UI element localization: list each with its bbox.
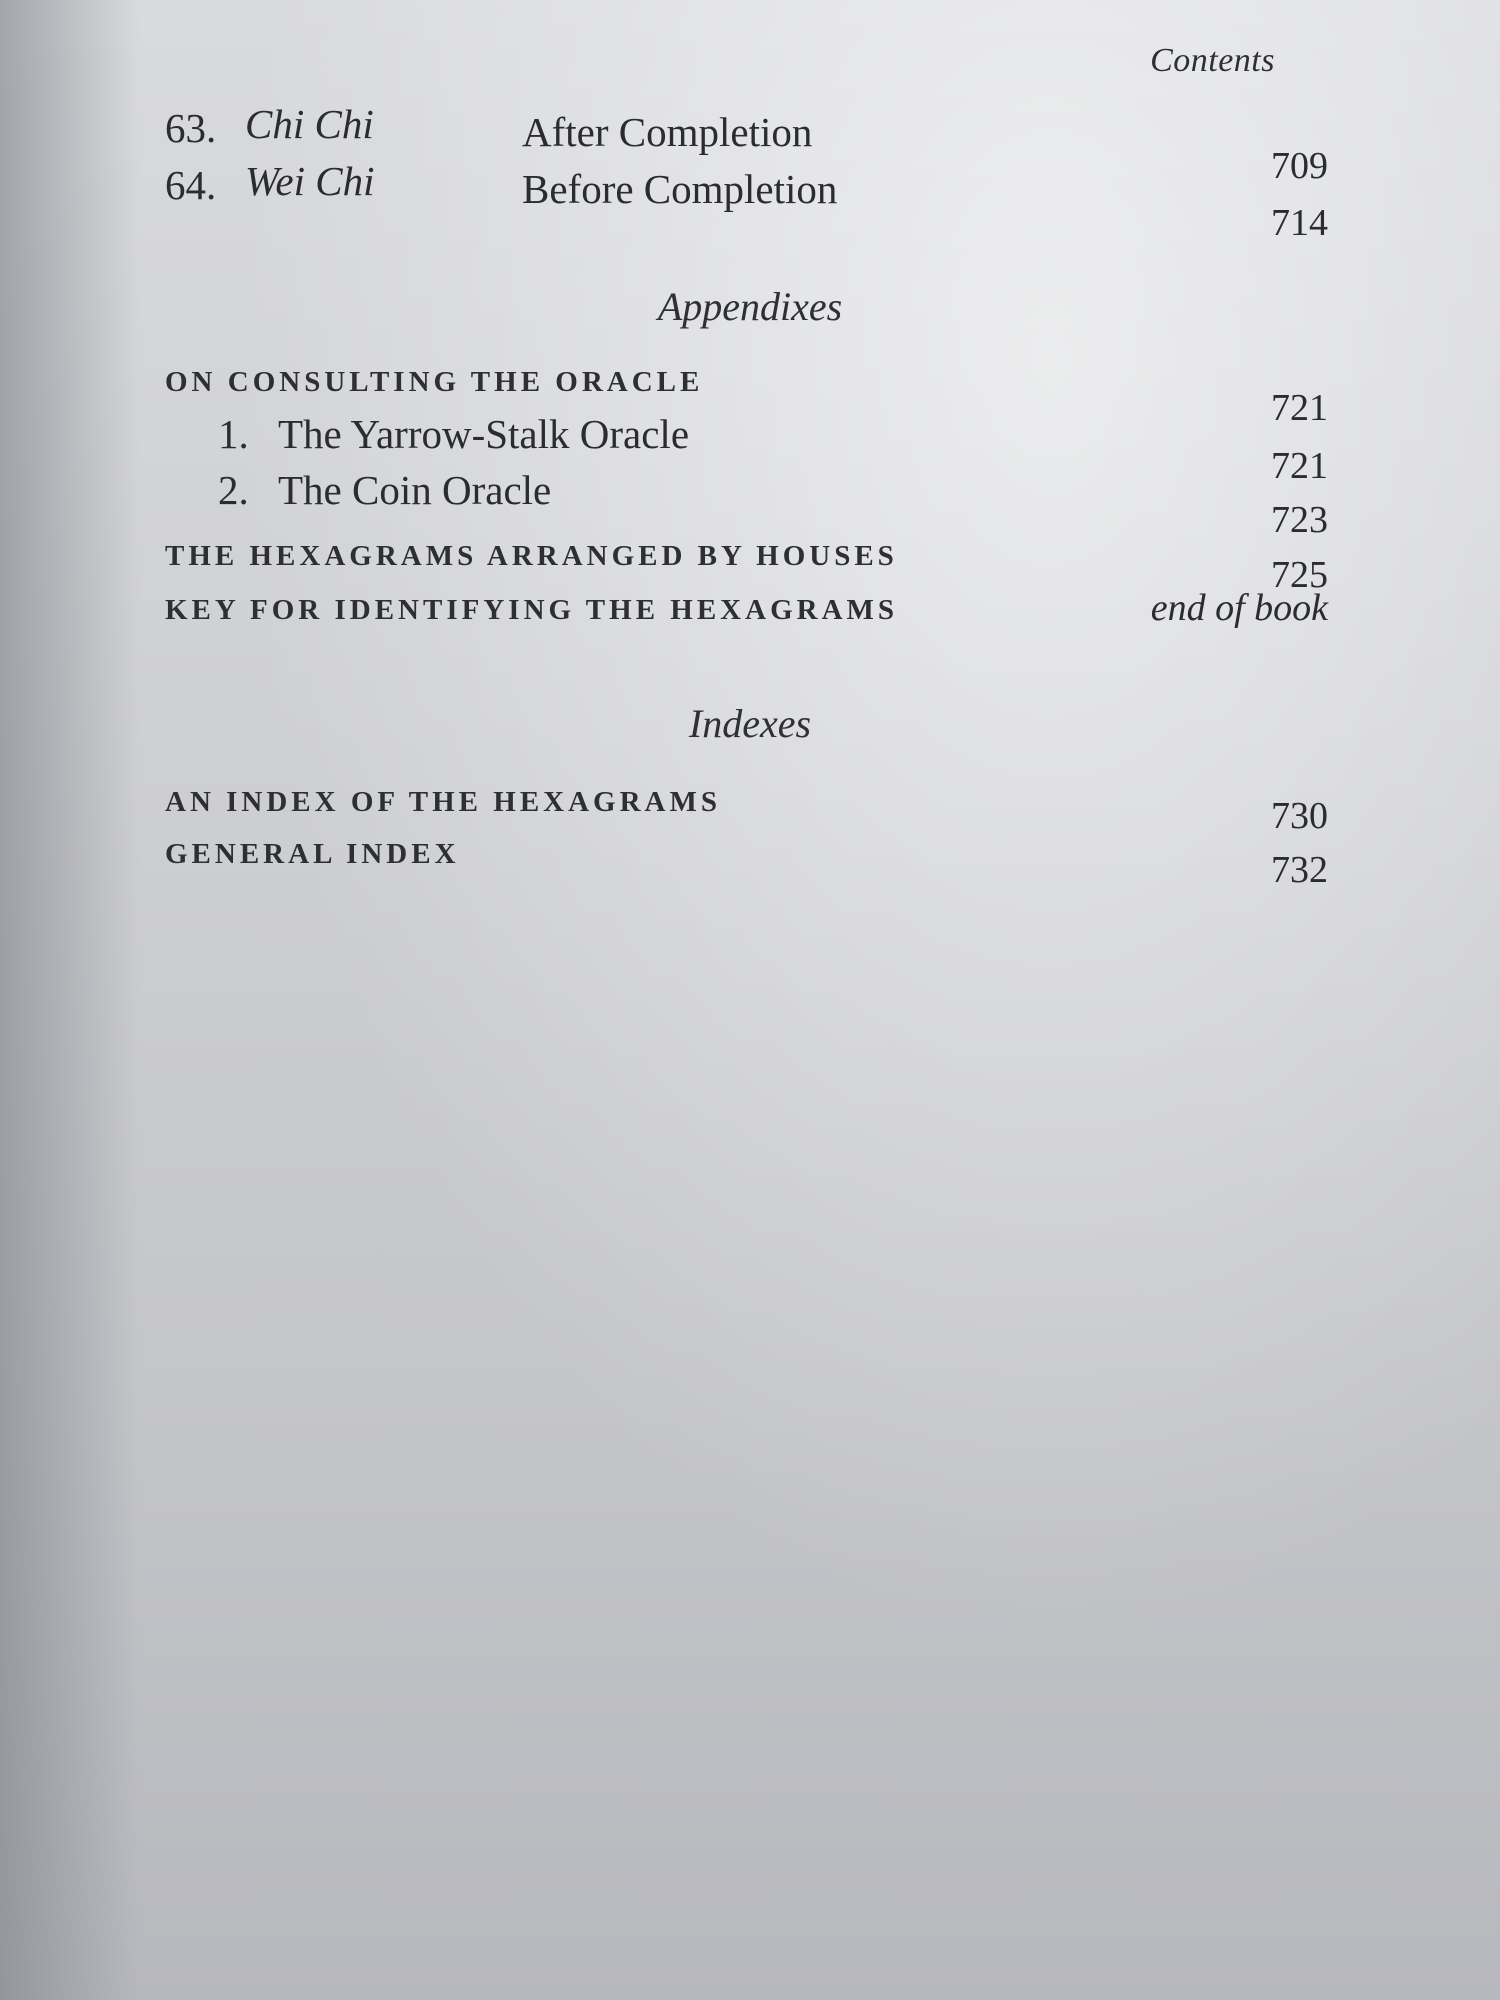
hexagram-number: 63.	[165, 105, 217, 151]
entry-label	[218, 410, 689, 458]
toc-entry-yarrow-stalk	[0, 410, 1500, 487]
entry-label	[218, 466, 551, 514]
toc-entry-hexagram-64	[0, 157, 1500, 244]
section-title-indexes: Indexes	[688, 701, 812, 746]
page-number: 730	[1271, 795, 1328, 837]
hexagram-number: 64.	[165, 162, 217, 208]
page-number: 725	[1271, 554, 1328, 596]
entry-number: 2.	[218, 467, 249, 513]
entry-label: ON CONSULTING THE ORACLE	[165, 366, 704, 398]
page-number: 723	[1271, 499, 1328, 541]
entry-number: 1.	[218, 411, 249, 457]
page-number: 721	[1271, 387, 1328, 429]
toc-entry-key	[0, 587, 1500, 650]
section-title-appendixes: Appendixes	[657, 284, 843, 329]
toc-entry-index-of-hexagrams	[0, 786, 1500, 842]
page-number: end of book	[1150, 587, 1328, 629]
hexagram-english: Before Completion	[522, 166, 838, 212]
page-number: 714	[1271, 202, 1328, 244]
hexagram-pinyin: Chi Chi	[245, 101, 374, 147]
entry-label: KEY FOR IDENTIFYING THE HEXAGRAMS	[165, 594, 899, 626]
hexagram-english: After Completion	[522, 109, 813, 155]
page-number: 721	[1271, 445, 1328, 487]
toc-entry-general-index	[0, 838, 1500, 894]
entry-label: GENERAL INDEX	[165, 838, 460, 870]
entry-label: AN INDEX OF THE HEXAGRAMS	[165, 786, 721, 818]
entry-label: THE HEXAGRAMS ARRANGED BY HOUSES	[165, 540, 898, 572]
running-head: Contents	[1150, 42, 1275, 79]
entry-text: The Yarrow-Stalk Oracle	[278, 411, 690, 457]
page-number: 732	[1271, 849, 1328, 891]
hexagram-pinyin: Wei Chi	[245, 158, 375, 204]
page-number: 709	[1271, 145, 1328, 187]
entry-text: The Coin Oracle	[278, 467, 552, 513]
toc-entry-coin-oracle	[0, 466, 1500, 541]
